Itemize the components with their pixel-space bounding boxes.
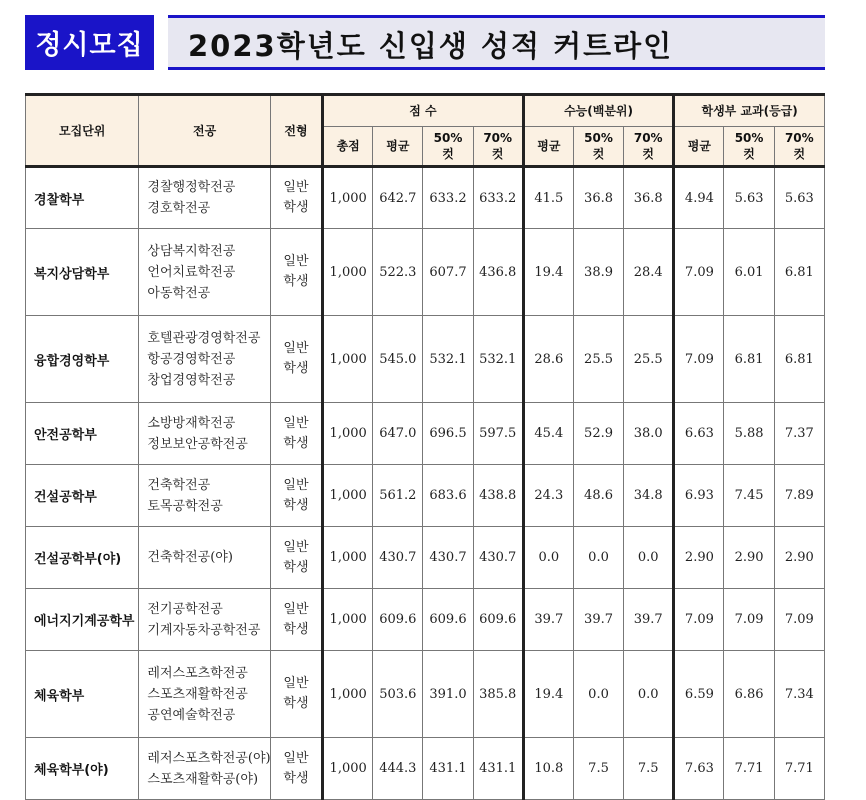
cell-score-50: 431.1 xyxy=(423,738,473,800)
cell-type: 일반 학생 xyxy=(270,738,322,800)
major-item: 전기공학전공 xyxy=(147,601,223,617)
cell-score-50: 391.0 xyxy=(423,651,473,738)
cell-score-50: 683.6 xyxy=(423,465,473,527)
title-bar xyxy=(168,15,825,70)
cell-score-avg: 444.3 xyxy=(373,738,423,800)
cell-majors xyxy=(139,167,270,229)
table-row xyxy=(26,527,825,589)
cell-score-50: 430.7 xyxy=(423,527,473,589)
cell-gyogwa-70: 6.81 xyxy=(774,316,824,403)
col-header-score-avg: 평균 xyxy=(373,127,423,167)
col-header-gyogwa-70: 70% 컷 xyxy=(774,127,824,167)
group-header-score: 점 수 xyxy=(323,95,524,127)
major-item: 공연예술학전공 xyxy=(147,707,236,723)
cell-type: 일반 학생 xyxy=(270,316,322,403)
cell-score-avg: 609.6 xyxy=(373,589,423,651)
cell-majors xyxy=(139,403,270,465)
cell-gyogwa-70: 6.81 xyxy=(774,229,824,316)
major-item: 호텔관광경영학전공 xyxy=(147,330,261,346)
cell-gyogwa-avg: 6.63 xyxy=(674,403,724,465)
table-row xyxy=(26,316,825,403)
col-header-suneung-70: 70% 컷 xyxy=(624,127,674,167)
cell-gyogwa-50: 5.88 xyxy=(724,403,774,465)
cell-suneung-70: 0.0 xyxy=(624,651,674,738)
cell-score-total: 1,000 xyxy=(323,403,373,465)
cell-unit: 건설공학부(야) xyxy=(26,527,139,589)
table-body xyxy=(26,167,825,800)
cell-score-avg: 503.6 xyxy=(373,651,423,738)
cell-majors xyxy=(139,527,270,589)
cell-gyogwa-avg: 7.63 xyxy=(674,738,724,800)
major-item: 건축학전공 xyxy=(147,477,211,493)
cell-majors xyxy=(139,229,270,316)
cell-score-70: 633.2 xyxy=(473,167,523,229)
major-item: 경호학전공 xyxy=(147,201,211,216)
cell-gyogwa-70: 7.71 xyxy=(774,738,824,800)
cell-suneung-avg: 24.3 xyxy=(523,465,573,527)
cell-unit: 체육학부 xyxy=(26,651,139,738)
cell-score-50: 532.1 xyxy=(423,316,473,403)
cell-score-avg: 561.2 xyxy=(373,465,423,527)
cell-type: 일반 학생 xyxy=(270,167,322,229)
page-title: 2023학년도 신입생 성적 커트라인 xyxy=(188,29,674,63)
cell-suneung-70: 39.7 xyxy=(624,589,674,651)
cell-suneung-50: 52.9 xyxy=(573,403,623,465)
cell-score-avg: 430.7 xyxy=(373,527,423,589)
cell-unit: 경찰학부 xyxy=(26,167,139,229)
cell-gyogwa-avg: 6.93 xyxy=(674,465,724,527)
group-header-gyogwa: 학생부 교과(등급) xyxy=(674,95,825,127)
cell-suneung-50: 39.7 xyxy=(573,589,623,651)
cell-type: 일반 학생 xyxy=(270,651,322,738)
cell-suneung-50: 7.5 xyxy=(573,738,623,800)
cell-gyogwa-70: 7.37 xyxy=(774,403,824,465)
cell-suneung-50: 0.0 xyxy=(573,651,623,738)
major-item: 스포츠재활학공(야) xyxy=(147,771,259,787)
cell-score-total: 1,000 xyxy=(323,527,373,589)
cell-gyogwa-70: 5.63 xyxy=(774,167,824,229)
cell-suneung-avg: 10.8 xyxy=(523,738,573,800)
cell-suneung-50: 38.9 xyxy=(573,229,623,316)
col-header-unit: 모집단위 xyxy=(26,95,139,167)
cell-score-70: 385.8 xyxy=(473,651,523,738)
cell-score-70: 431.1 xyxy=(473,738,523,800)
cell-gyogwa-avg: 7.09 xyxy=(674,316,724,403)
cell-gyogwa-70: 2.90 xyxy=(774,527,824,589)
col-header-major: 전공 xyxy=(139,95,270,167)
cell-score-70: 609.6 xyxy=(473,589,523,651)
cell-suneung-avg: 0.0 xyxy=(523,527,573,589)
cell-score-total: 1,000 xyxy=(323,316,373,403)
cell-type: 일반 학생 xyxy=(270,527,322,589)
cell-unit: 복지상담학부 xyxy=(26,229,139,316)
cell-score-avg: 642.7 xyxy=(373,167,423,229)
table-row xyxy=(26,589,825,651)
cell-unit: 체육학부(야) xyxy=(26,738,139,800)
recruit-type-badge: 정시모집 xyxy=(25,15,154,70)
cell-gyogwa-avg: 6.59 xyxy=(674,651,724,738)
cell-gyogwa-50: 6.01 xyxy=(724,229,774,316)
cell-majors xyxy=(139,738,270,800)
cell-score-70: 532.1 xyxy=(473,316,523,403)
cell-gyogwa-50: 6.81 xyxy=(724,316,774,403)
cell-gyogwa-50: 6.86 xyxy=(724,651,774,738)
cell-score-50: 696.5 xyxy=(423,403,473,465)
cell-unit: 융합경영학부 xyxy=(26,316,139,403)
major-item: 창업경영학전공 xyxy=(147,372,236,388)
cell-suneung-70: 38.0 xyxy=(624,403,674,465)
cell-score-70: 597.5 xyxy=(473,403,523,465)
major-item: 정보보안공학전공 xyxy=(147,436,248,452)
major-item: 경찰행정학전공 xyxy=(147,180,236,195)
col-header-gyogwa-50: 50% 컷 xyxy=(724,127,774,167)
cell-gyogwa-70: 7.34 xyxy=(774,651,824,738)
major-item: 기계자동차공학전공 xyxy=(147,622,261,638)
major-item: 항공경영학전공 xyxy=(147,351,236,367)
cell-score-total: 1,000 xyxy=(323,167,373,229)
col-header-suneung-50: 50% 컷 xyxy=(573,127,623,167)
col-header-score-total: 총점 xyxy=(323,127,373,167)
cell-type: 일반 학생 xyxy=(270,589,322,651)
cell-suneung-50: 36.8 xyxy=(573,167,623,229)
cell-gyogwa-avg: 2.90 xyxy=(674,527,724,589)
cell-suneung-50: 25.5 xyxy=(573,316,623,403)
cell-score-avg: 545.0 xyxy=(373,316,423,403)
cell-unit: 에너지기계공학부 xyxy=(26,589,139,651)
cell-suneung-50: 0.0 xyxy=(573,527,623,589)
cell-score-50: 633.2 xyxy=(423,167,473,229)
cell-score-avg: 647.0 xyxy=(373,403,423,465)
major-item: 소방방재학전공 xyxy=(147,415,236,431)
cell-suneung-avg: 28.6 xyxy=(523,316,573,403)
group-header-suneung: 수능(백분위) xyxy=(523,95,674,127)
cell-gyogwa-avg: 7.09 xyxy=(674,229,724,316)
cell-suneung-avg: 19.4 xyxy=(523,651,573,738)
cell-majors xyxy=(139,589,270,651)
header-row-group xyxy=(26,95,825,127)
cutline-table xyxy=(25,93,825,800)
cell-gyogwa-50: 7.45 xyxy=(724,465,774,527)
cell-score-70: 430.7 xyxy=(473,527,523,589)
cell-suneung-avg: 45.4 xyxy=(523,403,573,465)
major-item: 아동학전공 xyxy=(147,285,211,301)
col-header-suneung-avg: 평균 xyxy=(523,127,573,167)
cell-type: 일반 학생 xyxy=(270,229,322,316)
table-row xyxy=(26,465,825,527)
cell-suneung-avg: 19.4 xyxy=(523,229,573,316)
cell-score-50: 607.7 xyxy=(423,229,473,316)
cell-gyogwa-50: 5.63 xyxy=(724,167,774,229)
major-item: 레저스포츠학전공 xyxy=(147,665,248,681)
cell-gyogwa-avg: 4.94 xyxy=(674,167,724,229)
cell-suneung-70: 25.5 xyxy=(624,316,674,403)
cell-score-total: 1,000 xyxy=(323,589,373,651)
col-header-gyogwa-avg: 평균 xyxy=(674,127,724,167)
major-item: 스포츠재활학전공 xyxy=(147,686,248,702)
cell-unit: 안전공학부 xyxy=(26,403,139,465)
major-item: 언어치료학전공 xyxy=(147,264,236,280)
cell-majors xyxy=(139,651,270,738)
col-header-score-50: 50% 컷 xyxy=(423,127,473,167)
cell-score-70: 438.8 xyxy=(473,465,523,527)
cell-gyogwa-70: 7.09 xyxy=(774,589,824,651)
table-row xyxy=(26,229,825,316)
cell-gyogwa-50: 7.71 xyxy=(724,738,774,800)
cell-type: 일반 학생 xyxy=(270,465,322,527)
cell-gyogwa-70: 7.89 xyxy=(774,465,824,527)
cell-suneung-avg: 41.5 xyxy=(523,167,573,229)
cell-gyogwa-avg: 7.09 xyxy=(674,589,724,651)
cell-score-50: 609.6 xyxy=(423,589,473,651)
table-row xyxy=(26,738,825,800)
cell-suneung-70: 7.5 xyxy=(624,738,674,800)
cell-suneung-50: 48.6 xyxy=(573,465,623,527)
cell-gyogwa-50: 7.09 xyxy=(724,589,774,651)
cell-score-avg: 522.3 xyxy=(373,229,423,316)
cell-suneung-avg: 39.7 xyxy=(523,589,573,651)
cell-suneung-70: 28.4 xyxy=(624,229,674,316)
cell-majors xyxy=(139,465,270,527)
cell-score-70: 436.8 xyxy=(473,229,523,316)
table-row xyxy=(26,403,825,465)
major-item: 상담복지학전공 xyxy=(147,243,236,259)
major-item: 레저스포츠학전공(야) xyxy=(147,750,271,766)
cell-score-total: 1,000 xyxy=(323,229,373,316)
table-row xyxy=(26,651,825,738)
cell-score-total: 1,000 xyxy=(323,738,373,800)
table-row xyxy=(26,167,825,229)
major-item: 건축학전공(야) xyxy=(147,550,233,565)
col-header-score-70: 70% 컷 xyxy=(473,127,523,167)
cell-suneung-70: 34.8 xyxy=(624,465,674,527)
cell-gyogwa-50: 2.90 xyxy=(724,527,774,589)
cell-unit: 건설공학부 xyxy=(26,465,139,527)
cell-suneung-70: 36.8 xyxy=(624,167,674,229)
cell-type: 일반 학생 xyxy=(270,403,322,465)
col-header-type: 전형 xyxy=(270,95,322,167)
cell-score-total: 1,000 xyxy=(323,651,373,738)
cell-suneung-70: 0.0 xyxy=(624,527,674,589)
cell-majors xyxy=(139,316,270,403)
major-item: 토목공학전공 xyxy=(147,498,223,514)
cell-score-total: 1,000 xyxy=(323,465,373,527)
